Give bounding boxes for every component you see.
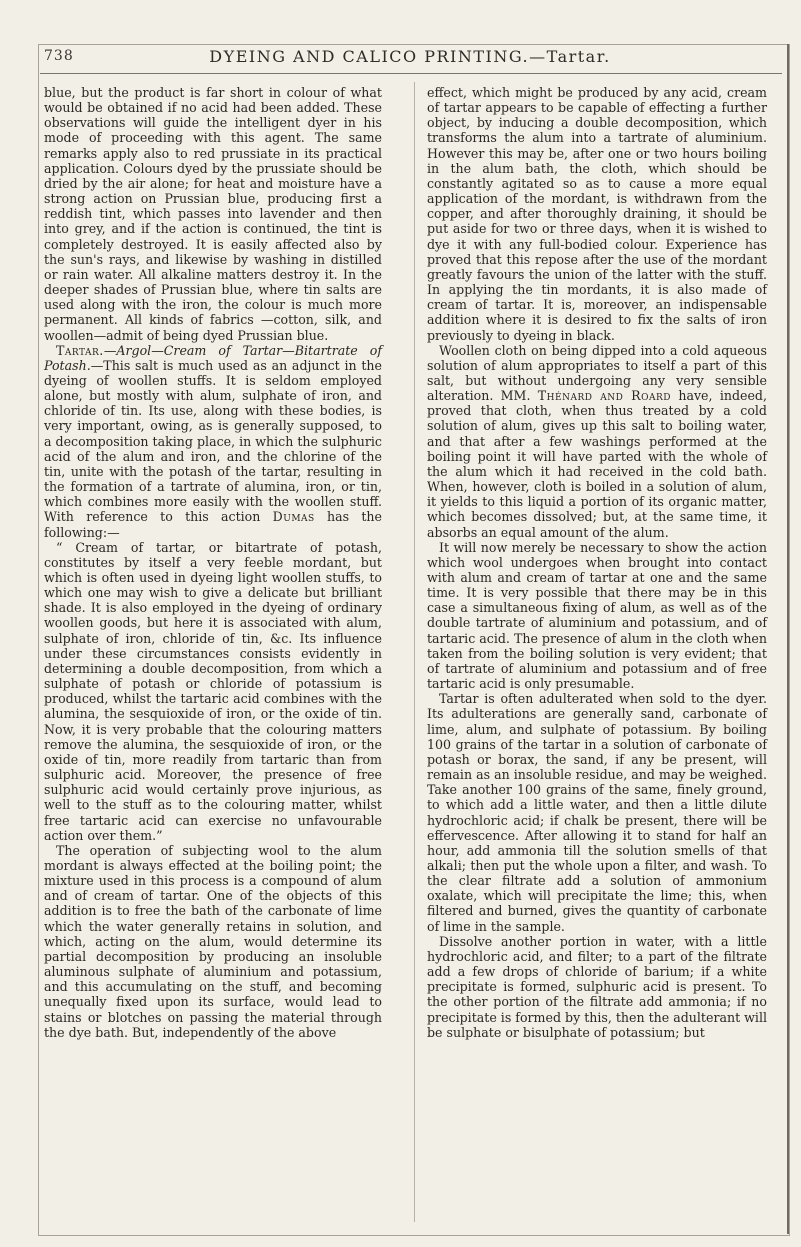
paragraph-adulteration: Tartar is often adulterated when sold to the dyer. Its adulterations are generally sand, carbonate of lime, alum, and sulphate of potassium. By boiling 100 grains of the tartar in a solution of carbonate of potash or borax, the sand, if any be present, will remain as an insoluble residue, and may be weighed. Take another 100 grains of the same, finely ground, to which add a little water, and then a little dilute hydrochloric acid; if chalk be present, there will be effervescence. After allowing it to stand for half an hour, add ammonia till the solution smells of that alkali; then put the whole upon a filter, and wash. To the clear filtrate add a solution of ammonium oxalate, which will precipitate the lime; this, when filtered and burned, gives the quantity of carbonate of lime in the sample. (427, 691, 767, 934)
paragraph-effect: effect, which might be produced by any acid, cream of tartar appears to be capable of effecting a further object, by inducing a double decomposition, which transforms the alum into a tartrate of aluminium. However this may be, after one or two hours boiling in the alum bath, the cloth, which should be constantly agitated so as to cause a more equal application of the mordant, is withdrawn from the copper, and after thoroughly draining, it should be put aside for two or three days, when it is wished to dye it with any full-bodied colour. Experience has proved that this repose after the use of the mordant greatly favours the union of the latter with the stuff. In applying the tin mordants, it is also made of cream of tartar. It is, moreover, an indispensable addition where it is desired to fix the salts of iron previously to dyeing in black. (427, 85, 767, 343)
woollen-cloth-text-a: Woollen cloth on being dipped into a cold aqueous solution of alum appropriates to itself a part of this salt, but without undergoing any very sensible alteration. MM. (427, 342, 767, 404)
paragraph-alum-mordant: The operation of subjecting wool to the alum mordant is always effected at the boiling point; the mixture used in this process is a compound of alum and of cream of tartar. One of the objects of this addition is to free the bath of the carbonate of lime which the water generally retains in solution, and which, acting on the alum, would determine its partial decomposition by producing an insoluble aluminous sulphate of aluminium and potassium, and this accumulating on the stuff, and becoming unequally fixed upon its surface, would lead to stains or blotches on passing the material through the dye bath. But, independently of the above (44, 842, 382, 1040)
tartar-intro-tail: has the following:— (44, 509, 382, 540)
page-edge (787, 44, 790, 1234)
section-synonyms: —Argol—Cream of Tartar—Bitartrate of Potash. (44, 342, 382, 373)
paragraph-prussian-blue: blue, but the product is far short in colour of what would be obtained if no acid had been added. These observations will guide the intelligent dyer in his mode of proceeding with this agent. The same remarks apply also to red prussiate in its practical application. Colours dyed by the prussiate should be dried by the air alone; for heat and moisture have a strong action on Prussian blue, producing first a reddish tint, which passes into lavender and then into grey, and if the action is continued, the tint is completely destroyed. It is easily affected also by the sun's rays, and likewise by washing in distilled or rain water. All alkaline matters destroy it. In the deeper shades of Prussian blue, where tin salts are used along with the iron, the colour is much more permanent. All kinds of fabrics —cotton, silk, and woollen—admit of being dyed Prussian blue. (44, 85, 382, 343)
dumas-quotation: “ Cream of tartar, or bitartrate of potash, constitutes by itself a very feeble mordant, but which is often used in dyeing light woollen stuffs, to which one may wish to give a delicate but brilliant shade. It is also employed in the dyeing of ordinary woollen goods, but here it is associated with alum, sulphate of iron, chloride of tin, &c. Its influence under these circumstances consists evidently in determining a double decomposition, from which a sulphate of potash or chloride of potassium is produced, whilst the tartaric acid combines with the alumina, the sesquioxide of iron, or the oxide of tin. Now, it is very probable that the colouring matters remove the alumina, the sesquioxide of iron, or the oxide of tin, more readily from tartaric than from sulphuric acid. Moreover, the presence of free sulphuric acid would certainly prove injurious, as well to the stuff as to the colouring matter, whilst free tartaric acid can exercise no unfavourable action over them.” (44, 539, 382, 843)
author-name-dumas: Dumas (272, 509, 315, 525)
page-header (40, 46, 780, 72)
column-divider (414, 82, 415, 1222)
section-heading-tartar: Tartar. (56, 342, 104, 358)
tartar-intro-text: —This salt is much used as an adjunct in the dyeing of woollen stuffs. It is seldom employed alone, but mostly with alum, sulphate of iron, and chloride of tin. Its use, along with these bodies, is very important, owing, as is generally supposed, to a decomposition taking place, in which the sulphuric acid of the alum and iron, and the chlorine of the tin, unite with the potash of the tartar, resulting in the formation of a tartrate of alumina, iron, or tin, which combines more easily with the woollen stuff. With reference to this action (44, 357, 382, 525)
left-column (44, 85, 382, 1040)
paragraph-woollen-cloth (427, 343, 767, 540)
woollen-cloth-text-b: have, indeed, proved that cloth, when thus treated by a cold solution of alum, gives up this salt to boiling water, and that after a few washings performed at the boiling point it will have parted with the whole of the alum which it had received in the cold bath. When, however, cloth is boiled in a solution of alum, it yields to this liquid a portion of its organic matter, which becomes dissolved; but, at the same time, it absorbs an equal amount of the alum. (427, 388, 767, 540)
paragraph-dissolve: Dissolve another portion in water, with a little hydrochloric acid, and filter; to a part of the filtrate add a few drops of chloride of barium; if a white precipitate is formed, sulphuric acid is present. To the other portion of the filtrate add ammonia; if no precipitate is formed by this, then the adulterant will be sulphate or bisulphate of potassium; but (427, 933, 768, 1040)
paragraph-wool-action: It will now merely be necessary to show the action which wool undergoes when brought into contact with alum and cream of tartar at one and the same time. It is very possible that there may be in this case a simultaneous fixing of alum, as well as of the double tartrate of aluminium and potassium, and of tartaric acid. The presence of alum in the cloth when taken from the boiling solution is very evident; that of tartrate of aluminium and potassium and of free tartaric acid is only presumable. (427, 539, 767, 692)
running-title: DYEING AND CALICO PRINTING.—Tartar. (209, 47, 611, 66)
author-names-thenard-roard: Thénard and Roard (537, 388, 672, 404)
right-column (427, 85, 767, 1040)
page-number: 738 (44, 48, 74, 64)
header-rule (40, 73, 782, 74)
paragraph-tartar-intro (44, 343, 382, 540)
